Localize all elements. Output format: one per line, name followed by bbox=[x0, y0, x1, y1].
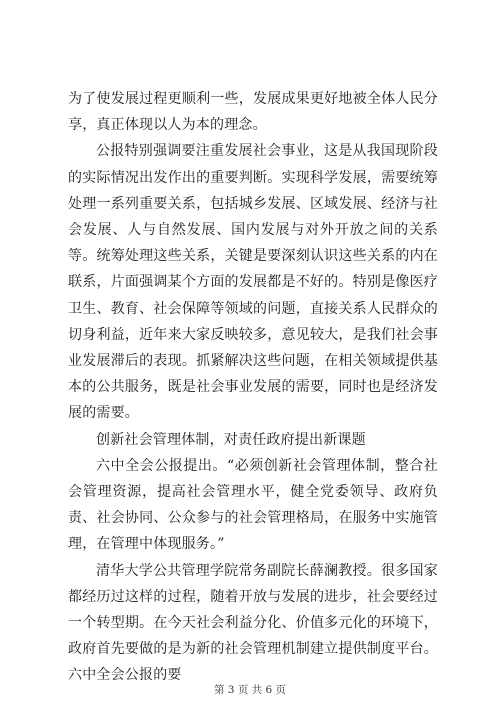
paragraph-5: 清华大学公共管理学院常务副院长薛澜教授。很多国家都经历过这样的过程，随着开放与发展的进步，社会要经过一个转型期。在今天社会利益分化、价值多元化的环境下，政府首先要做的是为新的社会管理机制建立提供制度平台。六中全会公报的要 bbox=[68, 562, 438, 684]
page-number-label: 第 3 页 共 6 页 bbox=[213, 684, 287, 696]
paragraph-3-heading: 创新社会管理体制，对责任政府提出新课题 bbox=[96, 431, 366, 448]
paragraph-1: 为了使发展过程更顺利一些，发展成果更好地被全体人民分享，真正体现以人为本的理念。 bbox=[68, 91, 438, 134]
page-footer bbox=[0, 682, 500, 697]
document-body bbox=[68, 86, 438, 689]
paragraph-4: 六中全会公报提出。“必须创新社会管理体制，整合社会管理资源，提高社会管理水平，健全党委领导、政府负责、社会协同、公众参与的社会管理格局，在服务中实施管理，在管理中体现服务。” bbox=[68, 457, 438, 553]
paragraph-2: 公报特别强调要注重发展社会事业，这是从我国现阶段的实际情况出发作出的重要判断。实现科学发展，需要统筹处理一系列重要关系，包括城乡发展、区域发展、经济与社会发展、人与自然发展、国内发展与对外开放之间的关系等。统筹处理这些关系，关键是要深刻认识这些关系的内在联系，片面强调某个方面的发展都是不好的。特别是像医疗卫生、教育、社会保障等领域的问题，直接关系人民群众的切身利益，近年来大家反映较多，意见较大，是我们社会事业发展滞后的表现。抓紧解决这些问题，在相关领域提供基本的公共服务，既是社会事业发展的需要，同时也是经济发展的需要。 bbox=[68, 143, 438, 422]
